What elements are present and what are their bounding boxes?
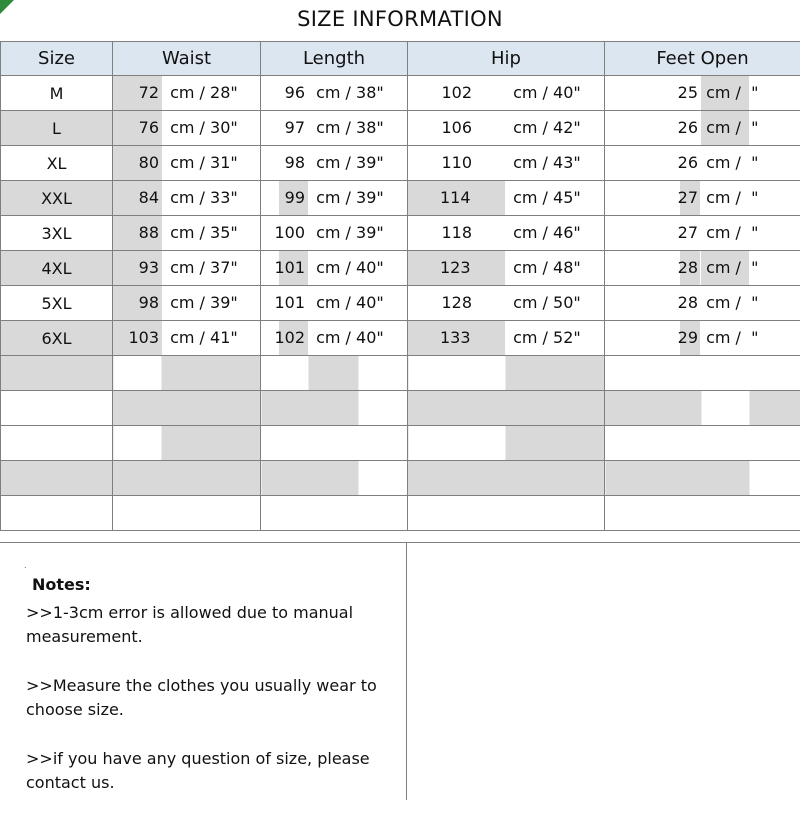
- unit-text: cm / ": [701, 76, 758, 110]
- feet-open-cell: [605, 216, 800, 251]
- unit-text: cm / 38": [311, 76, 384, 110]
- unit-text: cm / 37": [165, 251, 238, 285]
- cm-value: 102: [408, 76, 476, 110]
- unit-text: cm / 42": [508, 111, 581, 145]
- size-cell: 5XL: [1, 286, 113, 321]
- header-waist: Waist: [113, 42, 261, 76]
- waist-cell: [113, 111, 261, 146]
- empty-cell: [1, 356, 113, 391]
- empty-cell: [261, 391, 408, 426]
- table-row: [1, 216, 800, 251]
- size-cell: L: [1, 111, 113, 146]
- header-hip: Hip: [408, 42, 605, 76]
- waist-cell: [113, 251, 261, 286]
- empty-cell: [1, 496, 113, 531]
- empty-cell: [408, 461, 605, 496]
- header-length: Length: [261, 42, 408, 76]
- unit-text: cm / 45": [508, 181, 581, 215]
- hip-cell: [408, 216, 605, 251]
- unit-text: cm / 46": [508, 216, 581, 250]
- unit-text: cm / ": [701, 321, 758, 355]
- size-cell: 3XL: [1, 216, 113, 251]
- note-item: >>1-3cm error is allowed due to manual measurement.: [26, 601, 396, 649]
- cm-value: 100: [261, 216, 308, 250]
- page-title: SIZE INFORMATION: [0, 0, 800, 41]
- empty-cell: [1, 461, 113, 496]
- hip-cell: [408, 111, 605, 146]
- cm-value: 99: [261, 181, 308, 215]
- hip-cell: [408, 321, 605, 356]
- table-row: [1, 111, 800, 146]
- empty-cell: [605, 426, 800, 461]
- unit-text: cm / ": [701, 111, 758, 145]
- feet-open-cell: [605, 111, 800, 146]
- header-feet-open: Feet Open: [605, 42, 800, 76]
- empty-cell: [113, 461, 261, 496]
- empty-cell: [1, 391, 113, 426]
- feet-open-cell: [605, 251, 800, 286]
- cm-value: 102: [261, 321, 308, 355]
- cm-value: 25: [605, 76, 700, 110]
- cm-value: 106: [408, 111, 476, 145]
- empty-cell: [261, 426, 408, 461]
- unit-text: cm / 35": [165, 216, 238, 250]
- cm-value: 128: [408, 286, 476, 320]
- hip-cell: [408, 251, 605, 286]
- unit-text: cm / 40": [311, 251, 384, 285]
- waist-cell: [113, 76, 261, 111]
- waist-cell: [113, 181, 261, 216]
- hip-cell: [408, 286, 605, 321]
- unit-text: cm / 30": [165, 111, 238, 145]
- empty-row: [1, 496, 800, 531]
- cm-value: 97: [261, 111, 308, 145]
- cm-value: 101: [261, 286, 308, 320]
- size-cell: 4XL: [1, 251, 113, 286]
- notes-divider: [406, 543, 407, 800]
- hip-cell: [408, 76, 605, 111]
- waist-cell: [113, 286, 261, 321]
- unit-text: cm / 38": [311, 111, 384, 145]
- unit-text: cm / 28": [165, 76, 238, 110]
- cm-value: 98: [261, 146, 308, 180]
- cm-value: 114: [408, 181, 505, 215]
- cm-value: 26: [605, 146, 700, 180]
- size-cell: XXL: [1, 181, 113, 216]
- hip-cell: [408, 146, 605, 181]
- empty-cell: [261, 356, 408, 391]
- empty-cell: [605, 391, 800, 426]
- empty-cell: [113, 356, 261, 391]
- unit-text: cm / 52": [508, 321, 581, 355]
- unit-text: cm / 50": [508, 286, 581, 320]
- cm-value: 76: [113, 111, 162, 145]
- header-size: Size: [1, 42, 113, 76]
- cm-value: 123: [408, 251, 505, 285]
- cm-value: 103: [113, 321, 162, 355]
- unit-text: cm / 40": [508, 76, 581, 110]
- empty-cell: [113, 426, 261, 461]
- unit-text: cm / 40": [311, 286, 384, 320]
- hip-cell: [408, 181, 605, 216]
- cm-value: 72: [113, 76, 162, 110]
- table-row: [1, 181, 800, 216]
- size-cell: 6XL: [1, 321, 113, 356]
- empty-cell: [408, 496, 605, 531]
- notes-section: [0, 542, 800, 800]
- note-item: >>Measure the clothes you usually wear to choose size.: [26, 674, 396, 722]
- empty-row: [1, 356, 800, 391]
- length-cell: [261, 286, 408, 321]
- empty-cell: [605, 461, 800, 496]
- cm-value: 27: [605, 216, 700, 250]
- waist-cell: [113, 146, 261, 181]
- cm-value: 28: [605, 286, 700, 320]
- feet-open-cell: [605, 146, 800, 181]
- unit-text: cm / ": [701, 251, 758, 285]
- unit-text: cm / 40": [311, 321, 384, 355]
- length-cell: [261, 251, 408, 286]
- empty-cell: [1, 426, 113, 461]
- unit-text: cm / ": [701, 286, 758, 320]
- cm-value: 133: [408, 321, 505, 355]
- notes-box: [26, 573, 396, 820]
- cm-value: 118: [408, 216, 476, 250]
- unit-text: cm / 48": [508, 251, 581, 285]
- unit-text: cm / 39": [165, 286, 238, 320]
- empty-cell: [408, 426, 605, 461]
- empty-cell: [261, 461, 408, 496]
- cm-value: 80: [113, 146, 162, 180]
- length-cell: [261, 146, 408, 181]
- unit-text: cm / ": [701, 146, 758, 180]
- feet-open-cell: [605, 286, 800, 321]
- table-row: [1, 146, 800, 181]
- waist-cell: [113, 321, 261, 356]
- note-item: >>if you have any question of size, please contact us.: [26, 747, 396, 795]
- cm-value: 29: [605, 321, 700, 355]
- unit-text: cm / 43": [508, 146, 581, 180]
- notes-heading: Notes:: [32, 573, 396, 597]
- dot-mark: .: [24, 561, 27, 570]
- length-cell: [261, 181, 408, 216]
- table-header-row: [1, 42, 800, 76]
- empty-cell: [261, 496, 408, 531]
- feet-open-cell: [605, 76, 800, 111]
- length-cell: [261, 76, 408, 111]
- unit-text: cm / 33": [165, 181, 238, 215]
- empty-cell: [408, 391, 605, 426]
- size-cell: XL: [1, 146, 113, 181]
- length-cell: [261, 216, 408, 251]
- empty-cell: [113, 391, 261, 426]
- unit-text: cm / 31": [165, 146, 238, 180]
- cm-value: 93: [113, 251, 162, 285]
- empty-row: [1, 426, 800, 461]
- unit-text: cm / 39": [311, 181, 384, 215]
- cm-value: 110: [408, 146, 476, 180]
- cm-value: 26: [605, 111, 700, 145]
- size-table: [0, 41, 800, 531]
- empty-cell: [605, 496, 800, 531]
- unit-text: cm / 41": [165, 321, 238, 355]
- empty-cell: [605, 356, 800, 391]
- cm-value: 27: [605, 181, 700, 215]
- cm-value: 96: [261, 76, 308, 110]
- feet-open-cell: [605, 181, 800, 216]
- empty-row: [1, 461, 800, 496]
- cm-value: 101: [261, 251, 308, 285]
- table-row: [1, 286, 800, 321]
- feet-open-cell: [605, 321, 800, 356]
- empty-cell: [113, 496, 261, 531]
- waist-cell: [113, 216, 261, 251]
- size-cell: M: [1, 76, 113, 111]
- cm-value: 84: [113, 181, 162, 215]
- cm-value: 88: [113, 216, 162, 250]
- table-row: [1, 321, 800, 356]
- table-row: [1, 251, 800, 286]
- cm-value: 28: [605, 251, 700, 285]
- unit-text: cm / ": [701, 216, 758, 250]
- length-cell: [261, 321, 408, 356]
- unit-text: cm / 39": [311, 216, 384, 250]
- empty-row: [1, 391, 800, 426]
- length-cell: [261, 111, 408, 146]
- unit-text: cm / 39": [311, 146, 384, 180]
- cm-value: 98: [113, 286, 162, 320]
- table-row: [1, 76, 800, 111]
- unit-text: cm / ": [701, 181, 758, 215]
- empty-cell: [408, 356, 605, 391]
